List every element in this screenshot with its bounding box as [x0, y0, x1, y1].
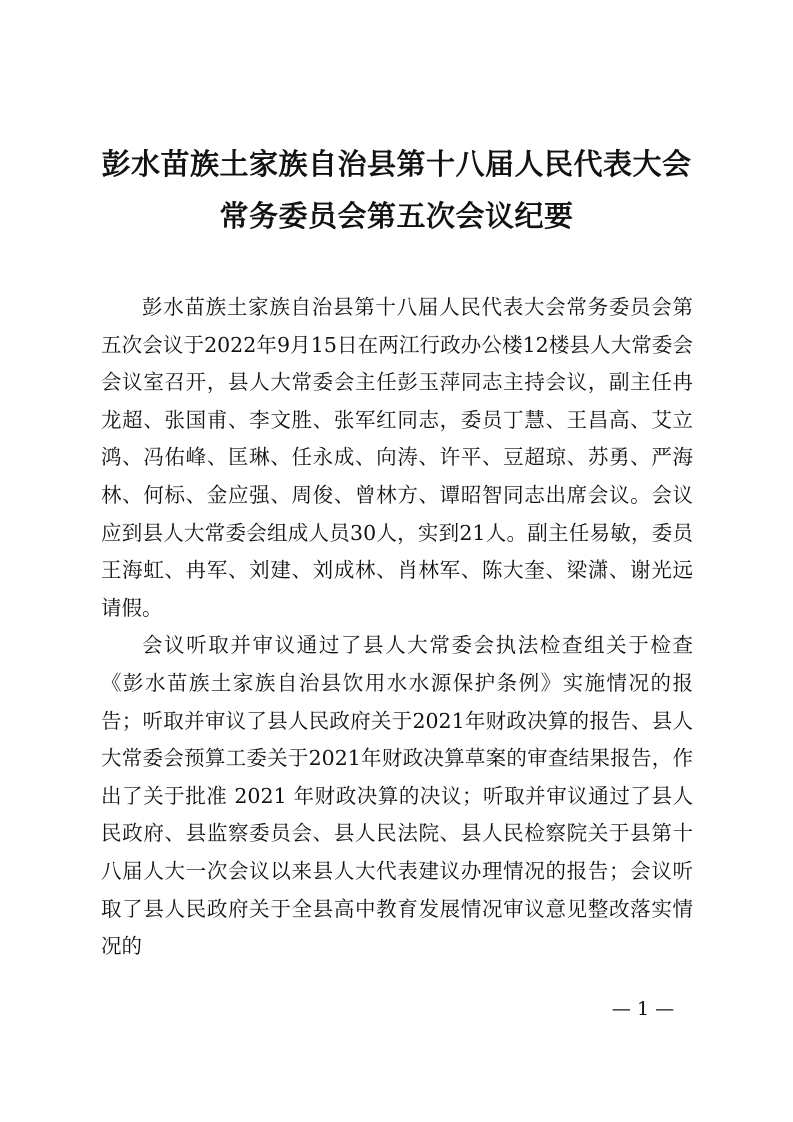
document-title-line-2: 常务委员会第五次会议纪要: [219, 199, 574, 233]
document-body: [101, 289, 693, 966]
document-title-line-1: 彭水苗族土家族自治县第十八届人民代表大会: [101, 147, 692, 181]
body-paragraph-2: 会议听取并审议通过了县人大常委会执法检查组关于检查《彭水苗族土家族自治县饮用水水源保护条例》实施情况的报告；听取并审议了县人民政府关于2021年财政决算的报告、县人大常委会预算工委关于2021年财政决算草案的审查结果报告，作出了关于批准 2021 年财政决算的决议；听取并审议通过了县人民政府、县监察委员会、县人民法院、县人民检察院关于县第十八届人大一次会议以来县人大代表建议办理情况的报告；会议听取了县人民政府关于全县高中教育发展情况审议意见整改落实情况的: [101, 633, 693, 959]
page-number: — 1 —: [611, 998, 675, 1020]
body-paragraph-1: 彭水苗族土家族自治县第十八届人民代表大会常务委员会第五次会议于2022年9月15日在两江行政办公楼12楼县人大常委会会议室召开，县人大常委会主任彭玉萍同志主持会议，副主任冉龙超、张国甫、李文胜、张军红同志，委员丁慧、王昌高、艾立鸿、冯佑峰、匡琳、任永成、向涛、许平、豆超琼、苏勇、严海林、何标、金应强、周俊、曾林方、谭昭智同志出席会议。会议应到县人大常委会组成人员30人，实到21人。副主任易敏，委员王海虹、冉军、刘建、刘成林、肖林军、陈大奎、梁潇、谢光远请假。: [101, 295, 693, 620]
